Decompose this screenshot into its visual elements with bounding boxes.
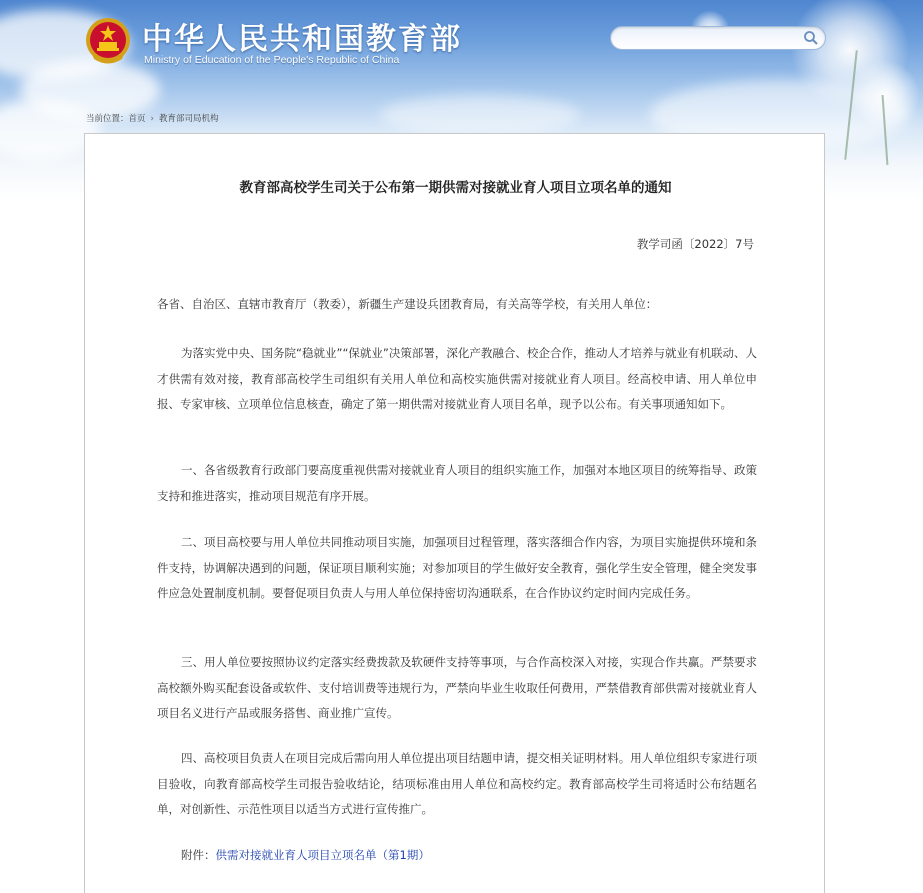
paragraph-item-1: 一、各省级教育行政部门要高度重视供需对接就业育人项目的组织实施工作，加强对本地区项目的统筹指导、政策支持和推进落实，推动项目规范有序开展。 bbox=[157, 463, 757, 503]
site-header bbox=[84, 10, 844, 72]
paragraph-item-3: 三、用人单位要按照协议约定落实经费拨款及软硬件支持等事项，与合作高校深入对接，实现合作共赢。严禁要求高校额外购买配套设备或软件、支付培训费等违规行为，严禁向毕业生收取任何费用，严禁借教育部供需对接就业育人项目名义进行产品或服务搭售、商业推广宣传。 bbox=[157, 655, 757, 720]
breadcrumb-home-link[interactable]: 首页 bbox=[128, 114, 146, 124]
site-subtitle: Ministry of Education of the People's Republic of China bbox=[144, 54, 400, 66]
article-title: 教育部高校学生司关于公布第一期供需对接就业育人项目立项名单的通知 bbox=[239, 180, 672, 196]
paragraph-item-2: 二、项目高校要与用人单位共同推动项目实施，加强项目过程管理，落实落细合作内容，为项目实施提供环境和条件支持，协调解决遇到的问题，保证项目顺利实施；对参加项目的学生做好安全教育，强化学生安全管理，健全突发事件应急处置制度机制。要督促项目负责人与用人单位保持密切沟通联系，在合作协议约定时间内完成任务。 bbox=[157, 535, 757, 600]
search-icon[interactable] bbox=[803, 30, 819, 46]
cloud-decoration bbox=[380, 95, 580, 135]
search-input[interactable] bbox=[621, 29, 805, 49]
document-number: 教学司函〔2022〕7号 bbox=[636, 237, 754, 251]
breadcrumb bbox=[86, 112, 218, 124]
site-title: 中华人民共和国教育部 bbox=[142, 22, 462, 57]
breadcrumb-separator: › bbox=[150, 114, 154, 124]
paragraph-item-4: 四、高校项目负责人在项目完成后需向用人单位提出项目结题申请，提交相关证明材料。用人单位组织专家进行项目验收，向教育部高校学生司报告验收结论，结项标准由用人单位和高校约定。教育部高校学生司将适时公布结题名单，对创新性、示范性项目以适当方式进行宣传推广。 bbox=[157, 751, 757, 816]
attachment-label: 附件： bbox=[181, 848, 216, 862]
attachment-link[interactable]: 供需对接就业育人项目立项名单（第1期） bbox=[215, 848, 430, 862]
article-panel bbox=[84, 133, 825, 893]
search-box bbox=[610, 26, 826, 50]
national-emblem-icon[interactable] bbox=[84, 14, 132, 66]
salutation: 各省、自治区、直辖市教育厅（教委），新疆生产建设兵团教育局，有关高等学校，有关用人单位： bbox=[157, 297, 658, 311]
attachment-line bbox=[157, 843, 757, 869]
breadcrumb-department-link[interactable]: 教育部司局机构 bbox=[158, 114, 219, 124]
paragraph-intro: 为落实党中央、国务院“稳就业”“保就业”决策部署，深化产教融合、校企合作，推动人才培养与就业有机联动、人才供需有效对接，教育部高校学生司组织有关用人单位和高校实施供需对接就业育人项目。经高校申请、用人单位申报、专家审核、立项单位信息核查，确定了第一期供需对接就业育人项目名单，现予以公布。有关事项通知如下。 bbox=[157, 346, 757, 411]
breadcrumb-label: 当前位置： bbox=[86, 114, 129, 124]
